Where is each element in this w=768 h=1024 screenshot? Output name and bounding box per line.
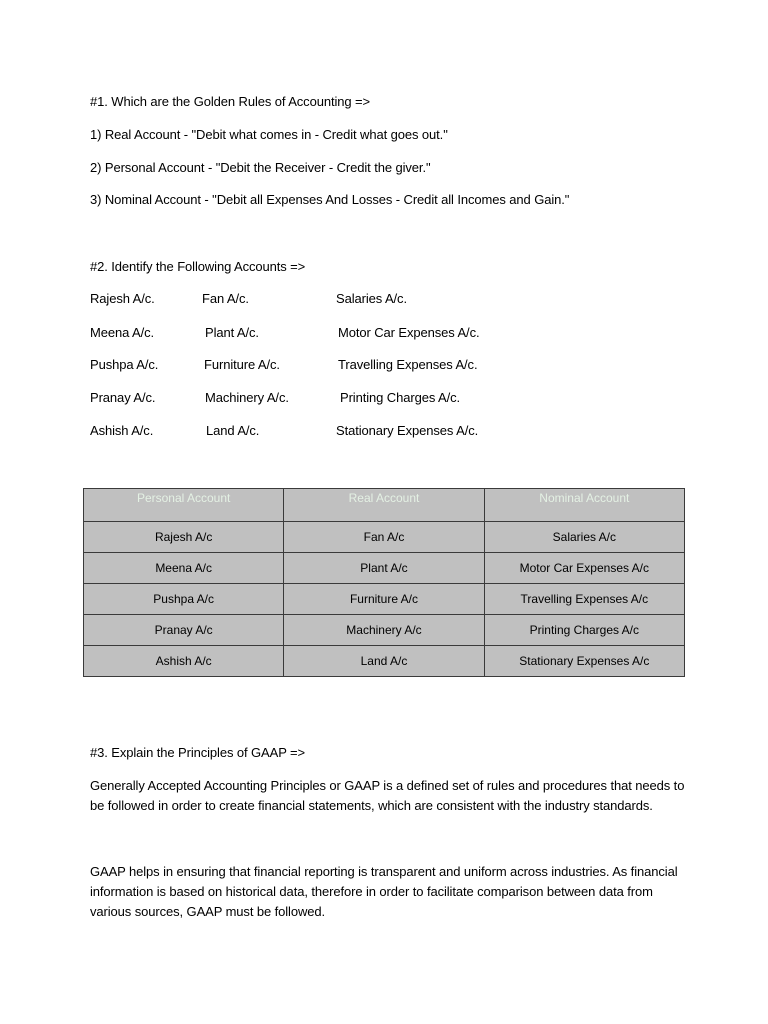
table-cell: Pranay A/c [84, 615, 284, 646]
account-item: Printing Charges A/c. [340, 390, 461, 405]
table-row [84, 584, 685, 615]
account-item: Salaries A/c. [336, 291, 407, 306]
table-cell: Motor Car Expenses A/c [484, 553, 684, 584]
table-row [84, 615, 685, 646]
table-cell: Fan A/c [284, 522, 484, 553]
table-header-row [84, 489, 685, 522]
table-cell: Meena A/c [84, 553, 284, 584]
table-cell: Pushpa A/c [84, 584, 284, 615]
account-item: Rajesh A/c. [90, 291, 155, 306]
table-cell: Plant A/c [284, 553, 484, 584]
rule-nominal-account: 3) Nominal Account - "Debit all Expenses And Losses - Credit all Incomes and Gain." [90, 192, 570, 207]
rule-real-account: 1) Real Account - "Debit what comes in - Credit what goes out." [90, 127, 448, 142]
gaap-paragraph-1: Generally Accepted Accounting Principles or GAAP is a defined set of rules and procedures that needs to be followed in order to create financial statements, which are consistent with the industry standards. [90, 778, 685, 813]
table-cell: Machinery A/c [284, 615, 484, 646]
table-row [84, 646, 685, 677]
account-item: Stationary Expenses A/c. [336, 423, 479, 438]
rule-personal-account: 2) Personal Account - "Debit the Receiver - Credit the giver." [90, 160, 431, 175]
table-cell: Printing Charges A/c [484, 615, 684, 646]
table-cell: Land A/c [284, 646, 484, 677]
table-cell: Salaries A/c [484, 522, 684, 553]
account-item: Machinery A/c. [205, 390, 289, 405]
account-classification-table [83, 488, 685, 677]
account-item: Pushpa A/c. [90, 357, 159, 372]
account-item: Ashish A/c. [90, 423, 154, 438]
table-cell: Travelling Expenses A/c [484, 584, 684, 615]
header-personal-account: Personal Account [84, 489, 284, 522]
header-nominal-account: Nominal Account [484, 489, 684, 522]
account-item: Meena A/c. [90, 325, 155, 340]
gaap-paragraph-2: GAAP helps in ensuring that financial reporting is transparent and uniform across industries. As financial information is based on historical data, therefore in order to facilitate comparison between data from various sources, GAAP must be followed. [90, 864, 678, 919]
account-item: Furniture A/c. [204, 357, 280, 372]
q3-question: #3. Explain the Principles of GAAP => [90, 745, 306, 760]
header-real-account: Real Account [284, 489, 484, 522]
account-item: Fan A/c. [202, 291, 249, 306]
table-cell: Rajesh A/c [84, 522, 284, 553]
table-cell: Ashish A/c [84, 646, 284, 677]
account-item: Plant A/c. [205, 325, 259, 340]
q1-question: #1. Which are the Golden Rules of Accounting => [90, 94, 371, 109]
table-row [84, 553, 685, 584]
account-item: Pranay A/c. [90, 390, 156, 405]
account-item: Travelling Expenses A/c. [338, 357, 478, 372]
table-cell: Stationary Expenses A/c [484, 646, 684, 677]
table-row [84, 522, 685, 553]
q2-question: #2. Identify the Following Accounts => [90, 259, 306, 274]
table-cell: Furniture A/c [284, 584, 484, 615]
account-item: Motor Car Expenses A/c. [338, 325, 480, 340]
account-item: Land A/c. [206, 423, 260, 438]
